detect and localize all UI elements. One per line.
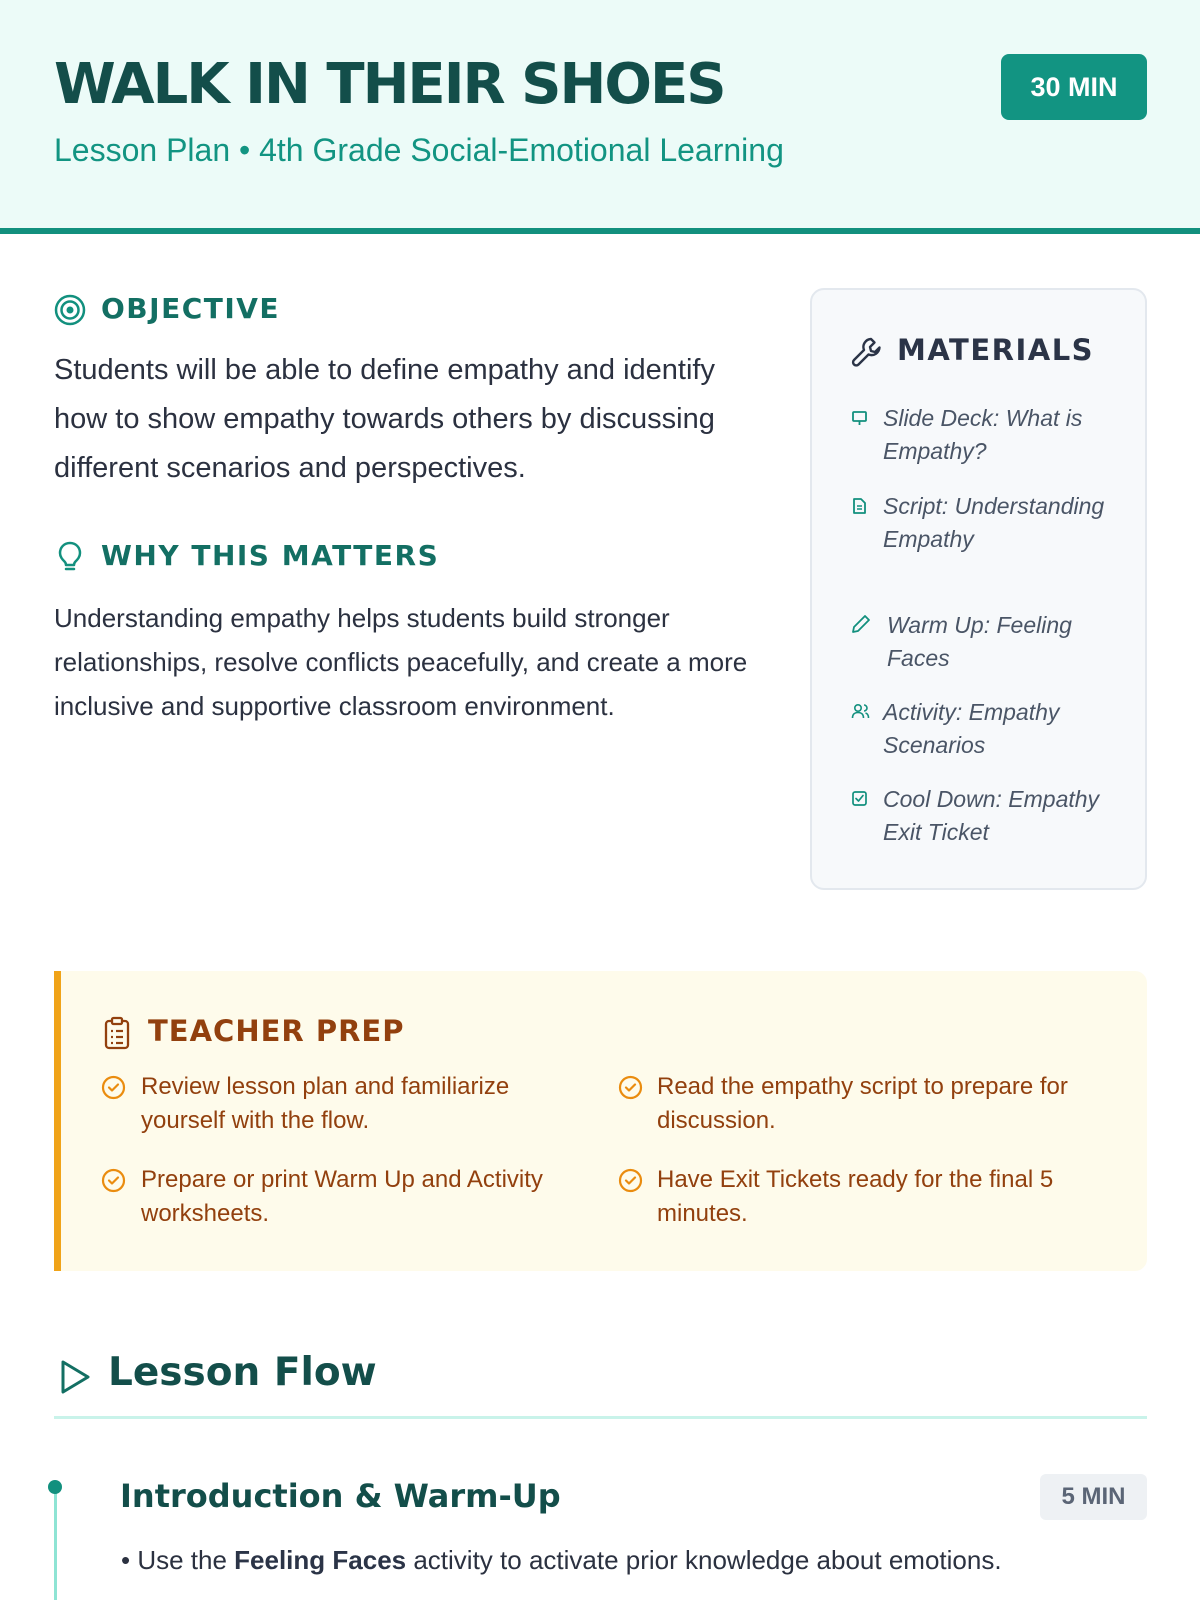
bullet-suffix: activity to activate prior knowledge about emotions. bbox=[406, 1545, 1002, 1575]
objective-text: Students will be able to define empathy and identify how to show empathy towards others by discussing different scenarios and perspectives. bbox=[54, 354, 715, 484]
prep-item: Prepare or print Warm Up and Activity worksheets. bbox=[141, 1166, 543, 1227]
check-circle-icon bbox=[618, 1168, 643, 1193]
prep-item: Have Exit Tickets ready for the final 5 minutes. bbox=[657, 1166, 1054, 1227]
material-item[interactable]: Activity: Empathy Scenarios bbox=[883, 699, 1060, 758]
bullet-prefix: • Use the bbox=[121, 1545, 235, 1575]
play-icon bbox=[58, 1358, 92, 1396]
material-item[interactable]: Script: Understanding Empathy bbox=[883, 493, 1105, 552]
bullet-bold: Feeling Faces bbox=[234, 1545, 407, 1575]
why-text: Understanding empathy helps students build stronger relationships, resolve conflicts peacefully, and create a more inclusive and supportive classroom environment. bbox=[54, 603, 748, 721]
material-item[interactable]: Slide Deck: What is Empathy? bbox=[883, 405, 1083, 464]
timeline-dot bbox=[48, 1480, 62, 1494]
material-item[interactable]: Warm Up: Feeling Faces bbox=[887, 612, 1072, 671]
teacher-prep-heading: TEACHER PREP bbox=[148, 1014, 405, 1048]
check-circle-icon bbox=[101, 1168, 126, 1193]
users-icon bbox=[851, 703, 870, 720]
check-circle-icon bbox=[101, 1075, 126, 1100]
prep-item: Review lesson plan and familiarize yourself with the flow. bbox=[141, 1073, 510, 1134]
wrench-icon bbox=[850, 335, 884, 369]
why-heading: WHY THIS MATTERS bbox=[101, 539, 440, 572]
target-icon bbox=[54, 294, 86, 326]
lightbulb-icon bbox=[56, 540, 84, 574]
check-circle-icon bbox=[618, 1075, 643, 1100]
step-bullet bbox=[121, 1545, 1002, 1576]
section-divider bbox=[54, 1416, 1147, 1419]
prep-item: Read the empathy script to prepare for discussion. bbox=[657, 1073, 1068, 1134]
document-icon bbox=[851, 497, 868, 515]
objective-heading: OBJECTIVE bbox=[101, 292, 281, 325]
checkbox-icon bbox=[851, 790, 868, 807]
presentation-icon bbox=[851, 410, 868, 427]
materials-heading: MATERIALS bbox=[897, 333, 1095, 367]
clipboard-icon bbox=[103, 1016, 131, 1050]
step-title: Introduction & Warm-Up bbox=[120, 1477, 561, 1515]
step-duration-badge: 5 MIN bbox=[1040, 1474, 1147, 1520]
timeline-line bbox=[54, 1492, 57, 1600]
material-item[interactable]: Cool Down: Empathy Exit Ticket bbox=[883, 786, 1100, 845]
page-subtitle: Lesson Plan • 4th Grade Social-Emotional Learning bbox=[54, 132, 784, 168]
pencil-icon bbox=[851, 614, 871, 634]
page-title: WALK IN THEIR SHOES bbox=[54, 52, 725, 117]
lesson-flow-heading: Lesson Flow bbox=[108, 1350, 377, 1395]
lesson-header bbox=[0, 0, 1200, 234]
duration-badge: 30 MIN bbox=[1001, 54, 1147, 120]
